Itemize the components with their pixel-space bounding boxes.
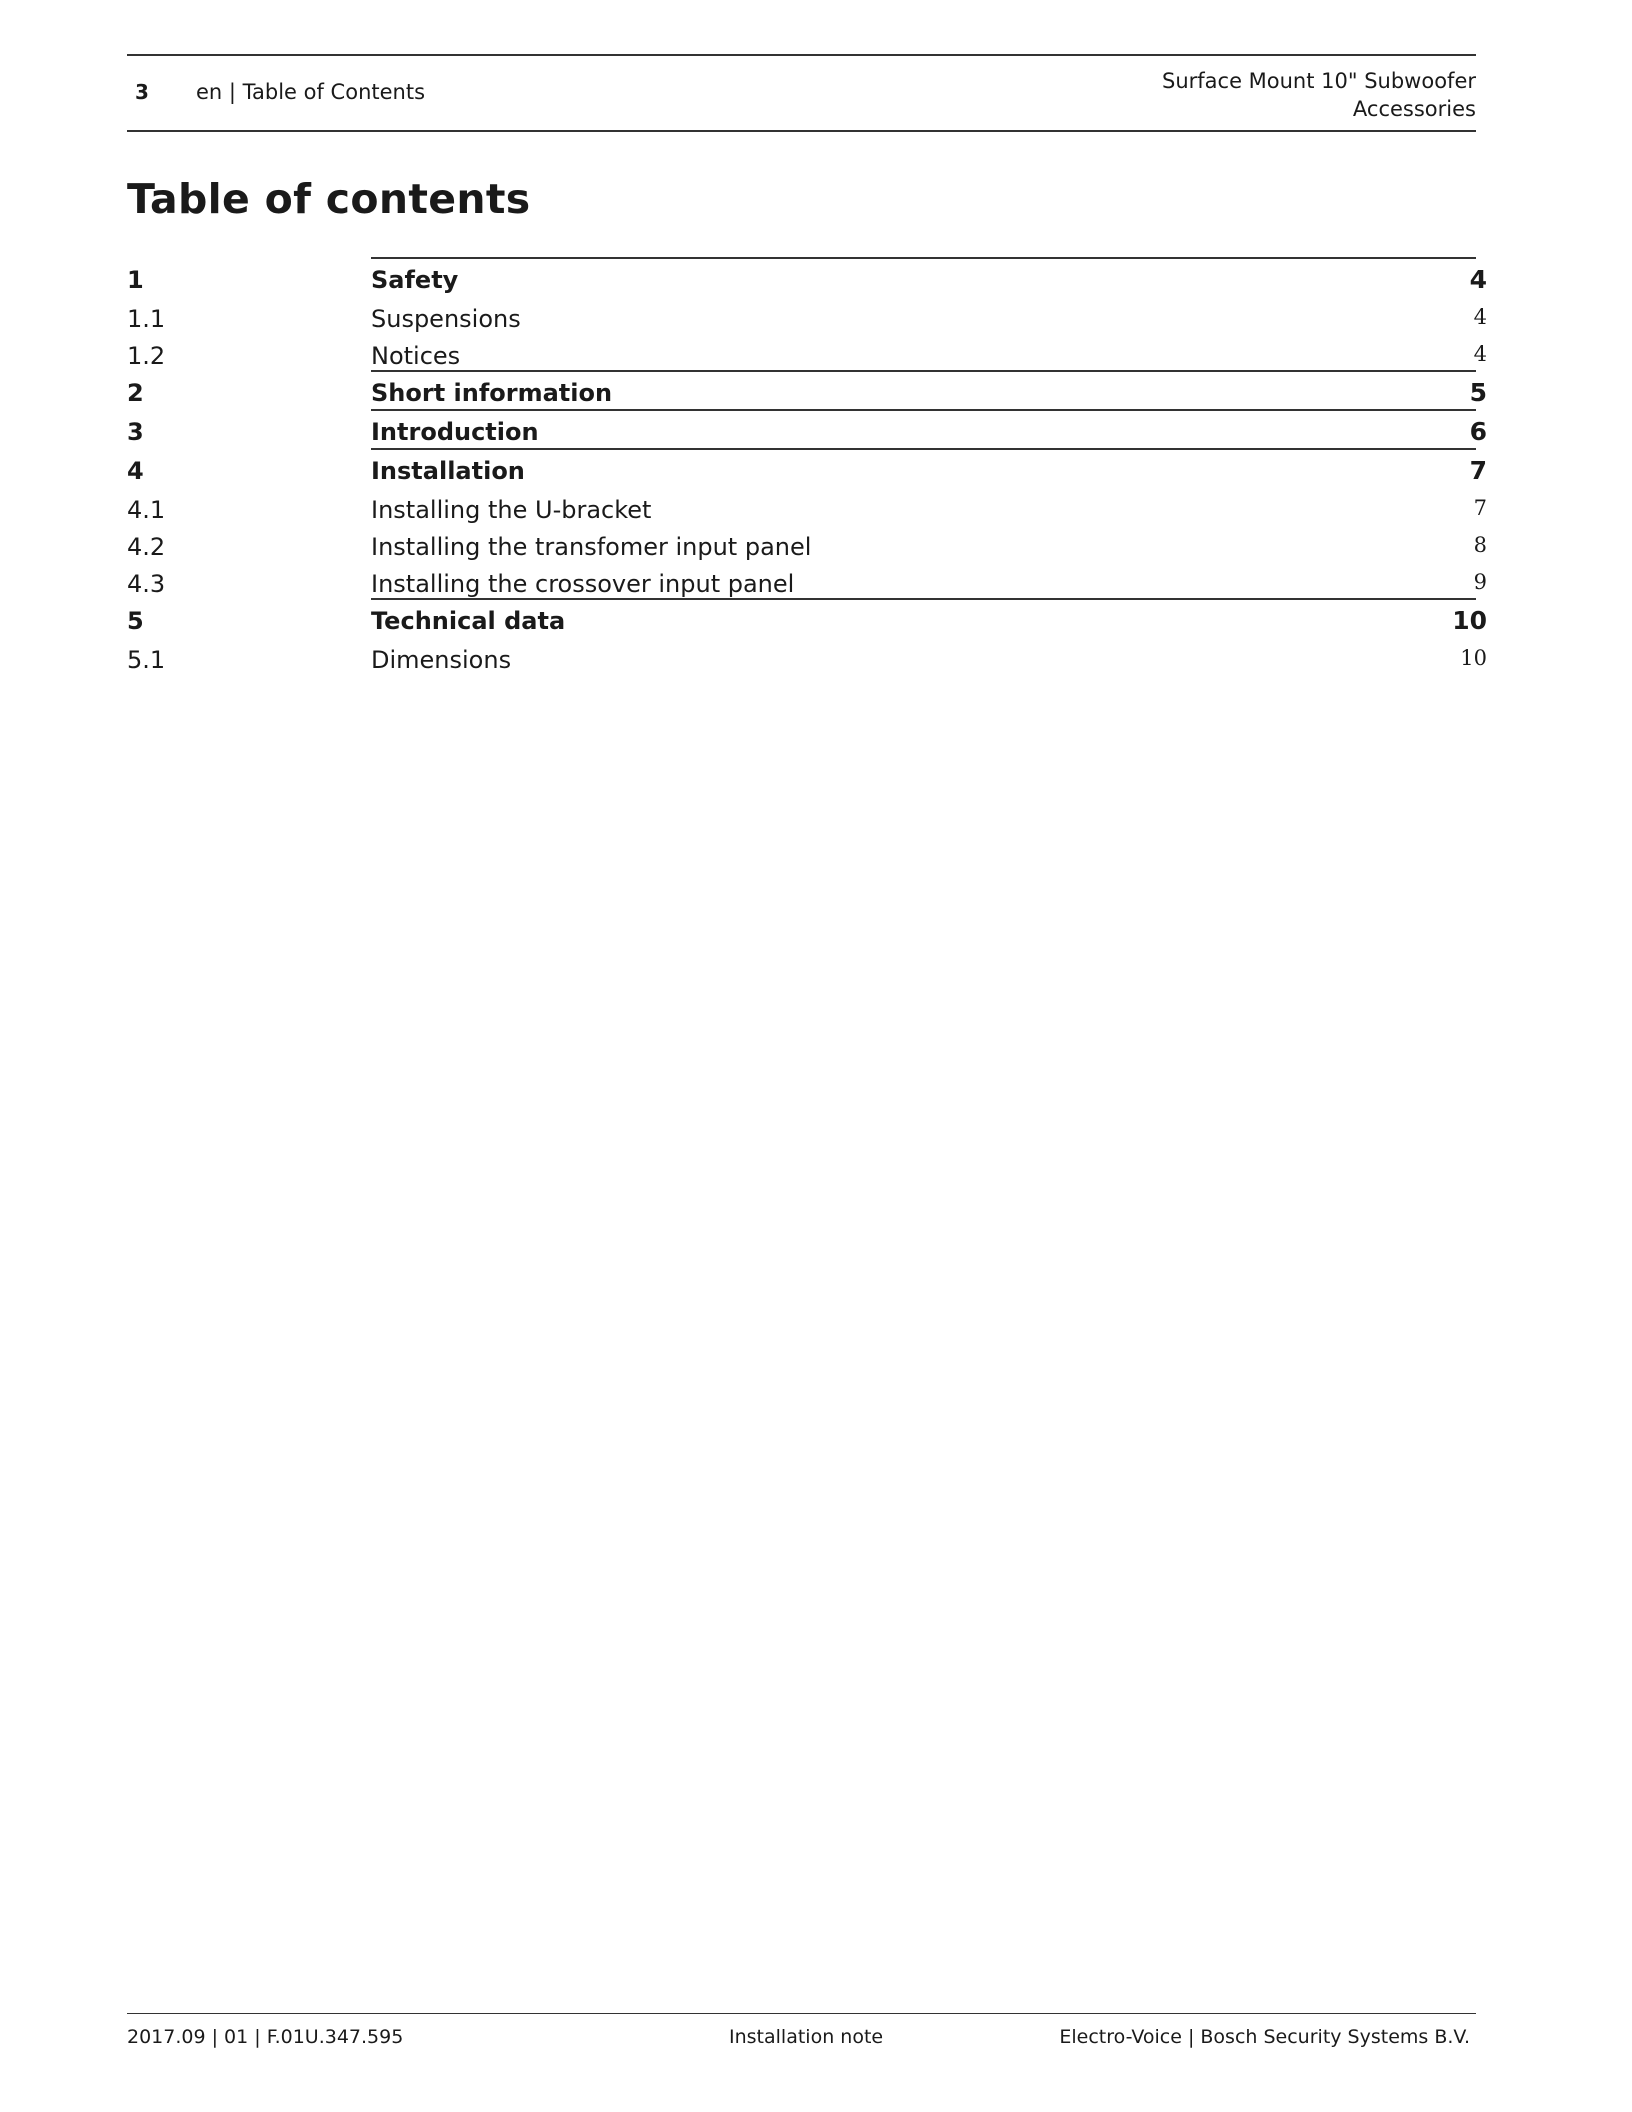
header-top-rule (127, 54, 1476, 56)
toc-entry-page: 7 (1473, 496, 1487, 520)
toc-entry-title: Safety (371, 266, 459, 294)
toc-entry-page: 10 (1452, 606, 1487, 635)
toc-entry-page: 4 (1473, 305, 1487, 329)
footer-document-type: Installation note (729, 2026, 884, 2048)
toc-entry-title: Installing the crossover input panel (371, 570, 795, 598)
toc-entry-title: Installing the U-bracket (371, 496, 652, 524)
toc-chapter-row[interactable] (127, 257, 1487, 296)
toc-entry-page: 6 (1469, 417, 1487, 446)
toc-entry-number: 1 (127, 266, 144, 294)
toc-entry-number: 3 (127, 418, 144, 446)
header-bottom-rule (127, 130, 1476, 132)
toc-entry-page: 7 (1469, 456, 1487, 485)
page-title: Table of contents (127, 175, 531, 223)
toc-entry-number: 1.1 (127, 305, 166, 333)
toc-section-row[interactable] (127, 487, 1487, 524)
header-page-number: 3 (135, 80, 149, 104)
toc-section-row[interactable] (127, 561, 1487, 598)
footer-document-id: 2017.09 | 01 | F.01U.347.595 (127, 2026, 404, 2048)
footer-rule (127, 2013, 1476, 2014)
toc-entry-page: 8 (1473, 533, 1487, 557)
toc-entry-title: Dimensions (371, 646, 512, 674)
toc-entry-title: Installation (371, 457, 525, 485)
toc-section-row[interactable] (127, 296, 1487, 333)
toc-section-row[interactable] (127, 333, 1487, 370)
header-product-line2: Accessories (1352, 97, 1476, 121)
toc-entry-number: 4.1 (127, 496, 166, 524)
toc-chapter-row[interactable] (127, 598, 1487, 637)
toc-entry-number: 4.2 (127, 533, 166, 561)
toc-entry-number: 5.1 (127, 646, 166, 674)
header-section-label: en | Table of Contents (196, 80, 426, 104)
toc-entry-number: 4.3 (127, 570, 166, 598)
toc-entry-page: 4 (1473, 342, 1487, 366)
toc-entry-page: 4 (1469, 265, 1487, 294)
toc-entry-title: Short information (371, 379, 613, 407)
toc-chapter-row[interactable] (127, 409, 1487, 448)
toc-entry-page: 9 (1473, 570, 1487, 594)
toc-section-row[interactable] (127, 524, 1487, 561)
toc-section-row[interactable] (127, 637, 1487, 674)
toc-chapter-row[interactable] (127, 370, 1487, 409)
toc-entry-page: 10 (1460, 646, 1487, 670)
toc-entry-number: 5 (127, 607, 144, 635)
toc-entry-title: Introduction (371, 418, 539, 446)
header-product-line1: Surface Mount 10" Subwoofer (1161, 69, 1476, 93)
footer-publisher: Electro-Voice | Bosch Security Systems B.V. (1059, 2026, 1470, 2048)
table-of-contents (127, 257, 1487, 674)
toc-entry-page: 5 (1469, 378, 1487, 407)
toc-entry-number: 2 (127, 379, 144, 407)
toc-entry-title: Installing the transfomer input panel (371, 533, 812, 561)
toc-entry-title: Technical data (371, 607, 566, 635)
toc-entry-title: Suspensions (371, 305, 521, 333)
toc-chapter-row[interactable] (127, 448, 1487, 487)
toc-entry-number: 1.2 (127, 342, 166, 370)
toc-entry-number: 4 (127, 457, 144, 485)
toc-entry-title: Notices (371, 342, 461, 370)
header-product-title (1162, 67, 1476, 123)
